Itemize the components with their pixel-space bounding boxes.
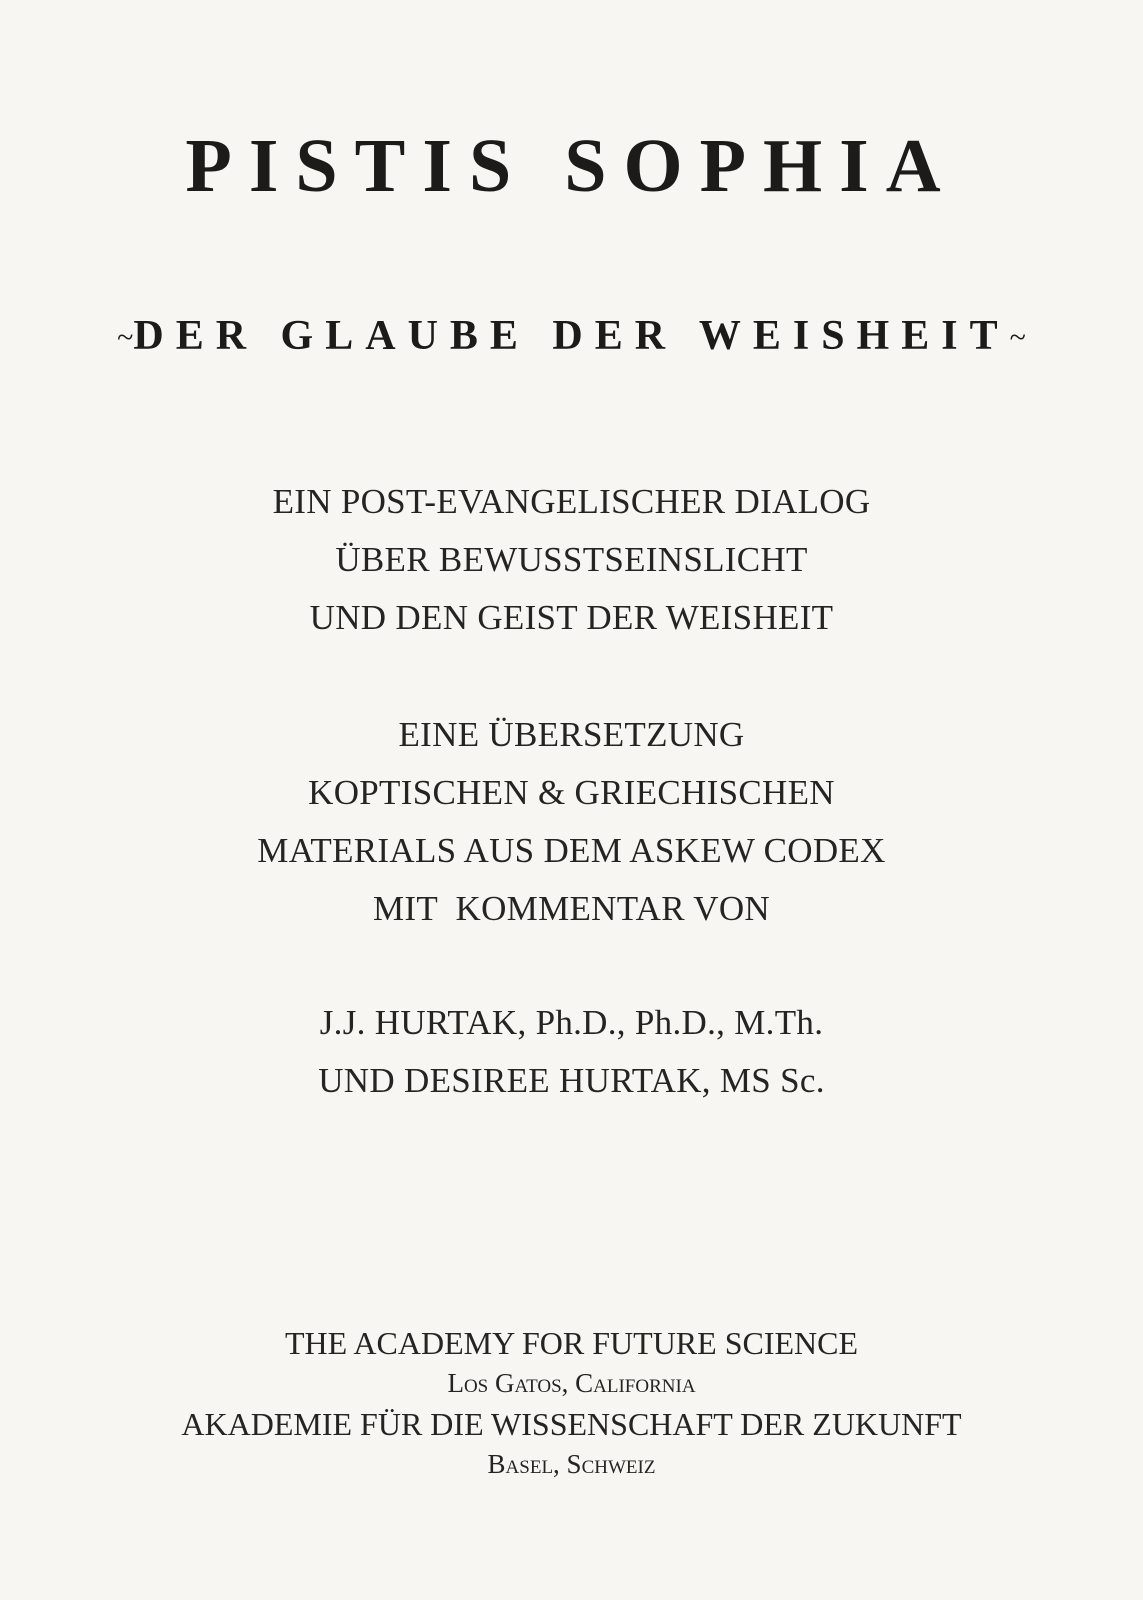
publisher-location-en: Los Gatos, California bbox=[447, 1368, 696, 1398]
description-line: EIN POST-EVANGELISCHER DIALOG bbox=[272, 482, 871, 521]
description-line: ÜBER BEWUSSTSEINSLICHT bbox=[335, 540, 808, 579]
translation-line: MATERIALS AUS DEM ASKEW CODEX bbox=[257, 831, 886, 870]
book-subtitle bbox=[0, 315, 1143, 357]
translation-line: KOPTISCHEN & GRIECHISCHEN bbox=[308, 773, 835, 812]
publisher-name-en: THE ACADEMY FOR FUTURE SCIENCE bbox=[284, 1325, 859, 1361]
translation-line: EINE ÜBERSETZUNG bbox=[398, 715, 745, 754]
subtitle-left-ornament: ~ bbox=[117, 321, 134, 354]
book-title: PISTIS SOPHIA bbox=[185, 124, 958, 208]
author-line: J.J. HURTAK, Ph.D., Ph.D., M.Th. bbox=[319, 1003, 824, 1042]
publisher-name-de: AKADEMIE FÜR DIE WISSENSCHAFT DER ZUKUNFT bbox=[181, 1406, 962, 1442]
publisher-location-de: Basel, Schweiz bbox=[487, 1449, 656, 1479]
subtitle-text: DER GLAUBE DER WEISHEIT bbox=[133, 313, 1010, 359]
description-line: UND DEN GEIST DER WEISHEIT bbox=[309, 598, 834, 637]
subtitle-right-ornament: ~ bbox=[1009, 321, 1026, 354]
author-line: UND DESIREE HURTAK, MS Sc. bbox=[318, 1061, 825, 1100]
translation-line: MIT KOMMENTAR VON bbox=[372, 889, 770, 928]
